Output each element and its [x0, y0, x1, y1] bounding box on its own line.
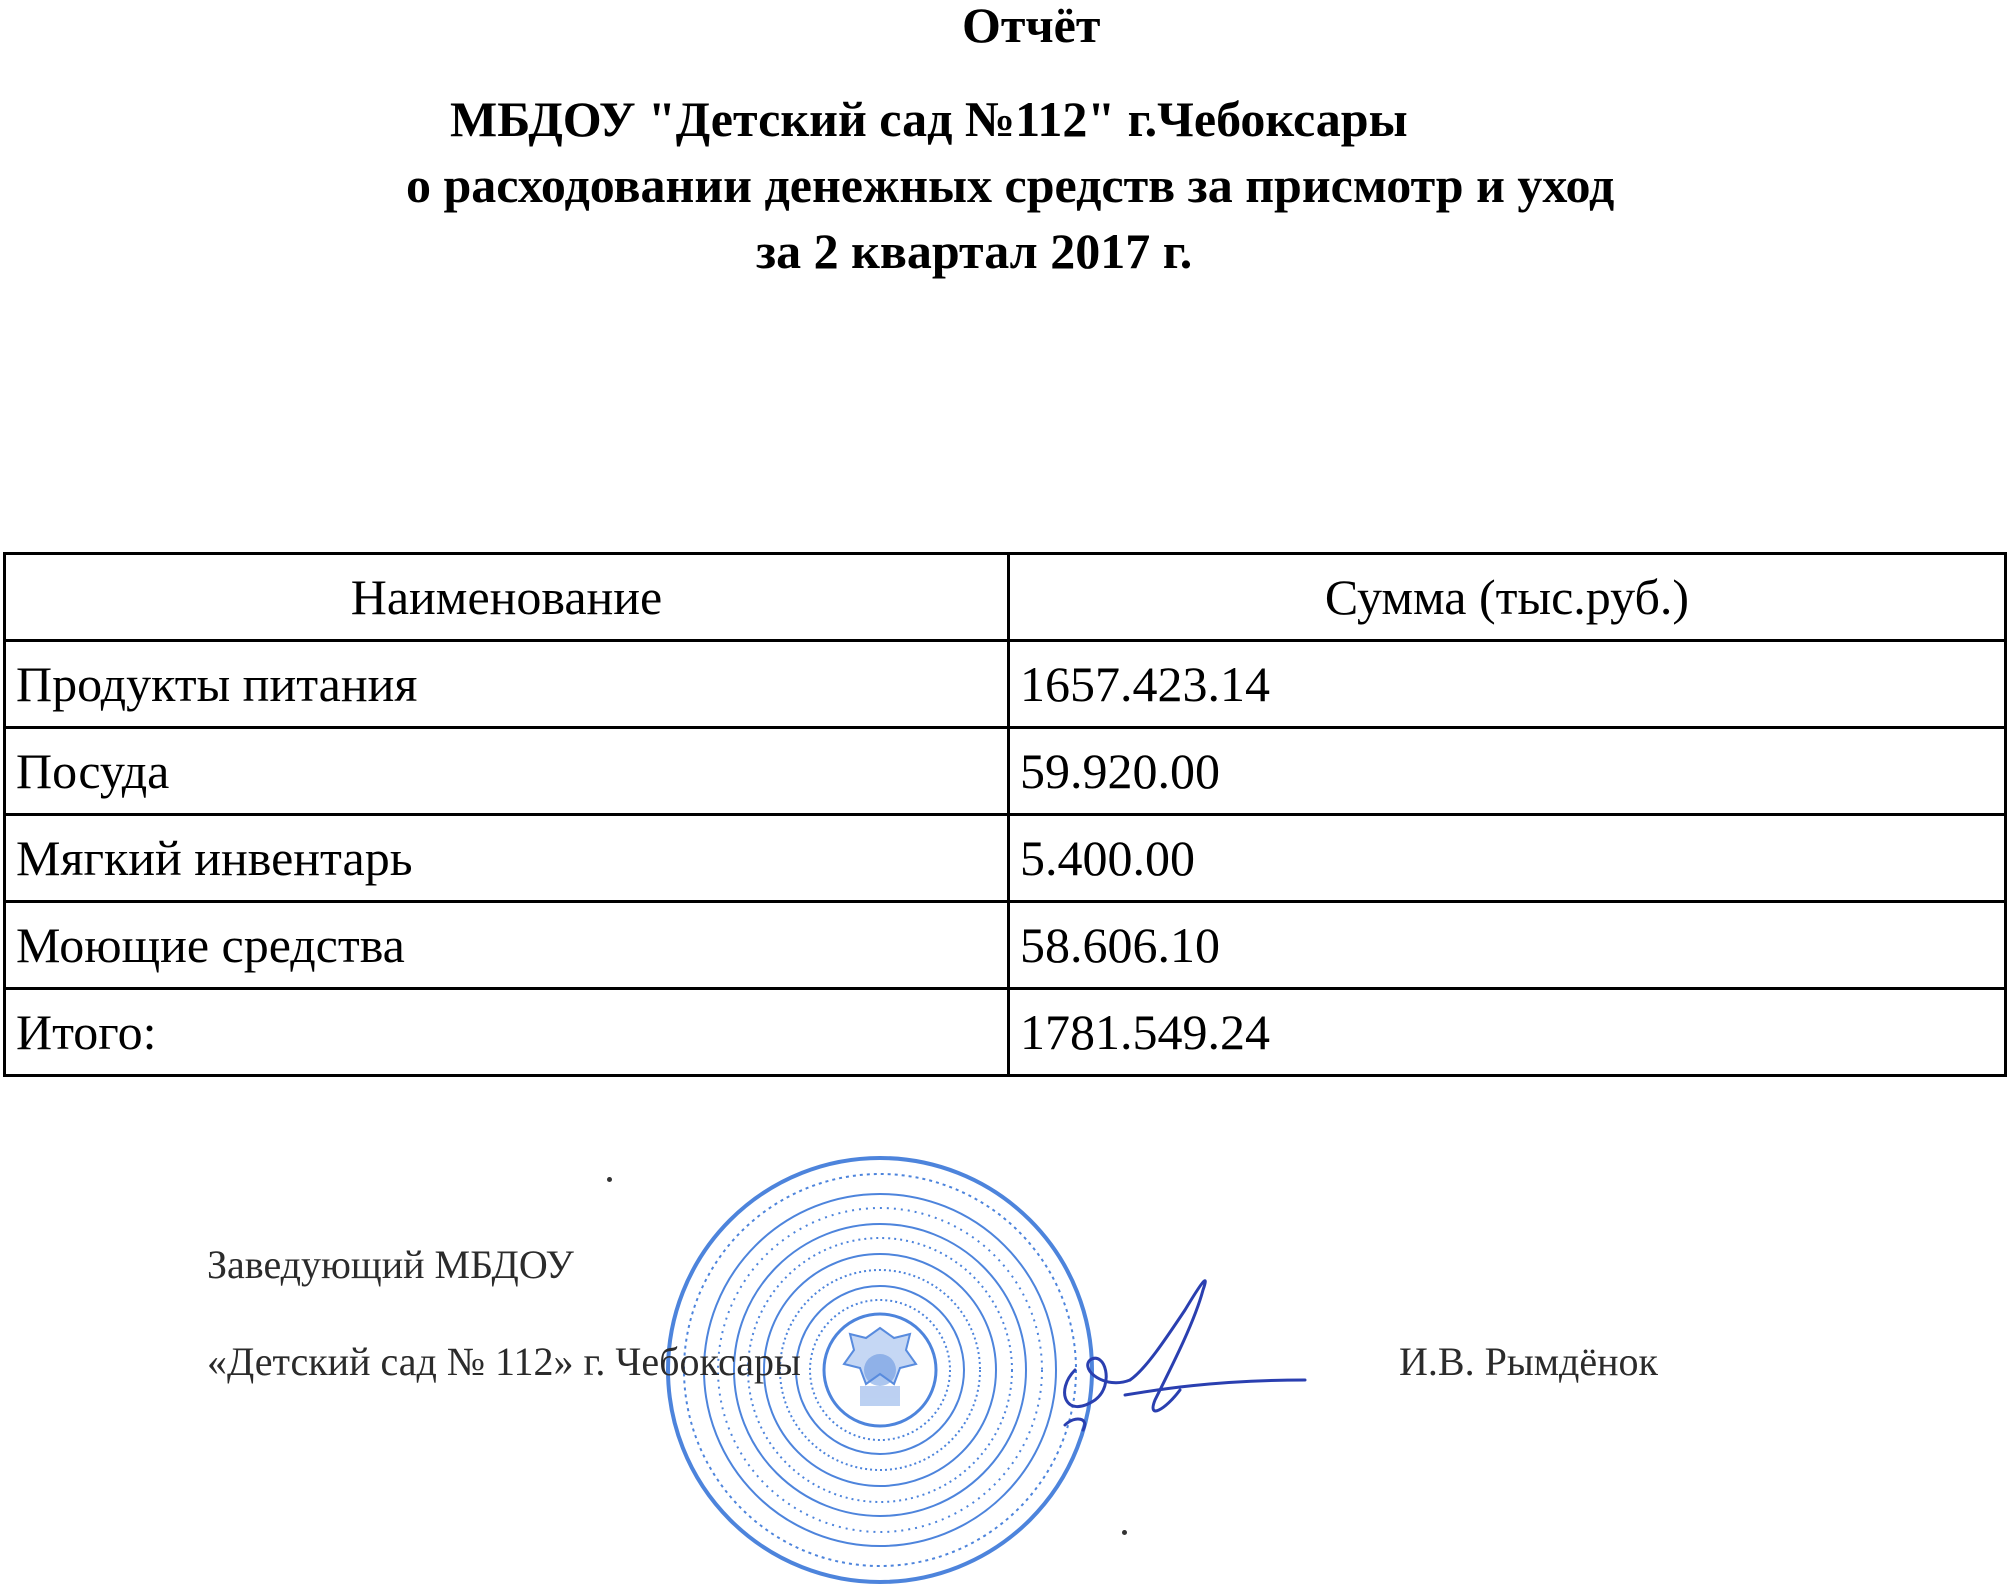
row-name: Продукты питания: [5, 641, 1009, 728]
total-label: Итого:: [5, 989, 1009, 1076]
signer-position-line2: «Детский сад № 112» г. Чебоксары: [207, 1339, 801, 1384]
row-amount: 1657.423.14: [1009, 641, 2006, 728]
report-subject: о расходовании денежных средств за присмотр и уход: [406, 157, 1615, 213]
report-period: за 2 квартал 2017 г.: [756, 223, 1193, 279]
table-row: [5, 641, 2006, 728]
table-header-row: [5, 554, 2006, 641]
table-row: [5, 902, 2006, 989]
signer-position-line1: Заведующий МБДОУ: [207, 1242, 574, 1287]
row-amount: 5.400.00: [1009, 815, 2006, 902]
table-total-row: [5, 989, 2006, 1076]
handwritten-signature: [1035, 1250, 1315, 1450]
row-amount: 59.920.00: [1009, 728, 2006, 815]
organization-name: МБДОУ "Детский сад №112" г.Чебоксары: [450, 91, 1408, 147]
expenses-table: [3, 552, 2007, 1077]
table-row: [5, 728, 2006, 815]
row-amount: 58.606.10: [1009, 902, 2006, 989]
row-name: Посуда: [5, 728, 1009, 815]
row-name: Мягкий инвентарь: [5, 815, 1009, 902]
scan-speck: [1122, 1530, 1127, 1535]
report-title: Отчёт: [962, 0, 1101, 53]
total-amount: 1781.549.24: [1009, 989, 2006, 1076]
table-row: [5, 815, 2006, 902]
scan-speck: [607, 1177, 612, 1182]
row-name: Моющие средства: [5, 902, 1009, 989]
column-header-amount: Сумма (тыс.руб.): [1009, 554, 2006, 641]
signer-name: И.В. Рымдёнок: [1399, 1339, 1658, 1384]
column-header-name: Наименование: [5, 554, 1009, 641]
